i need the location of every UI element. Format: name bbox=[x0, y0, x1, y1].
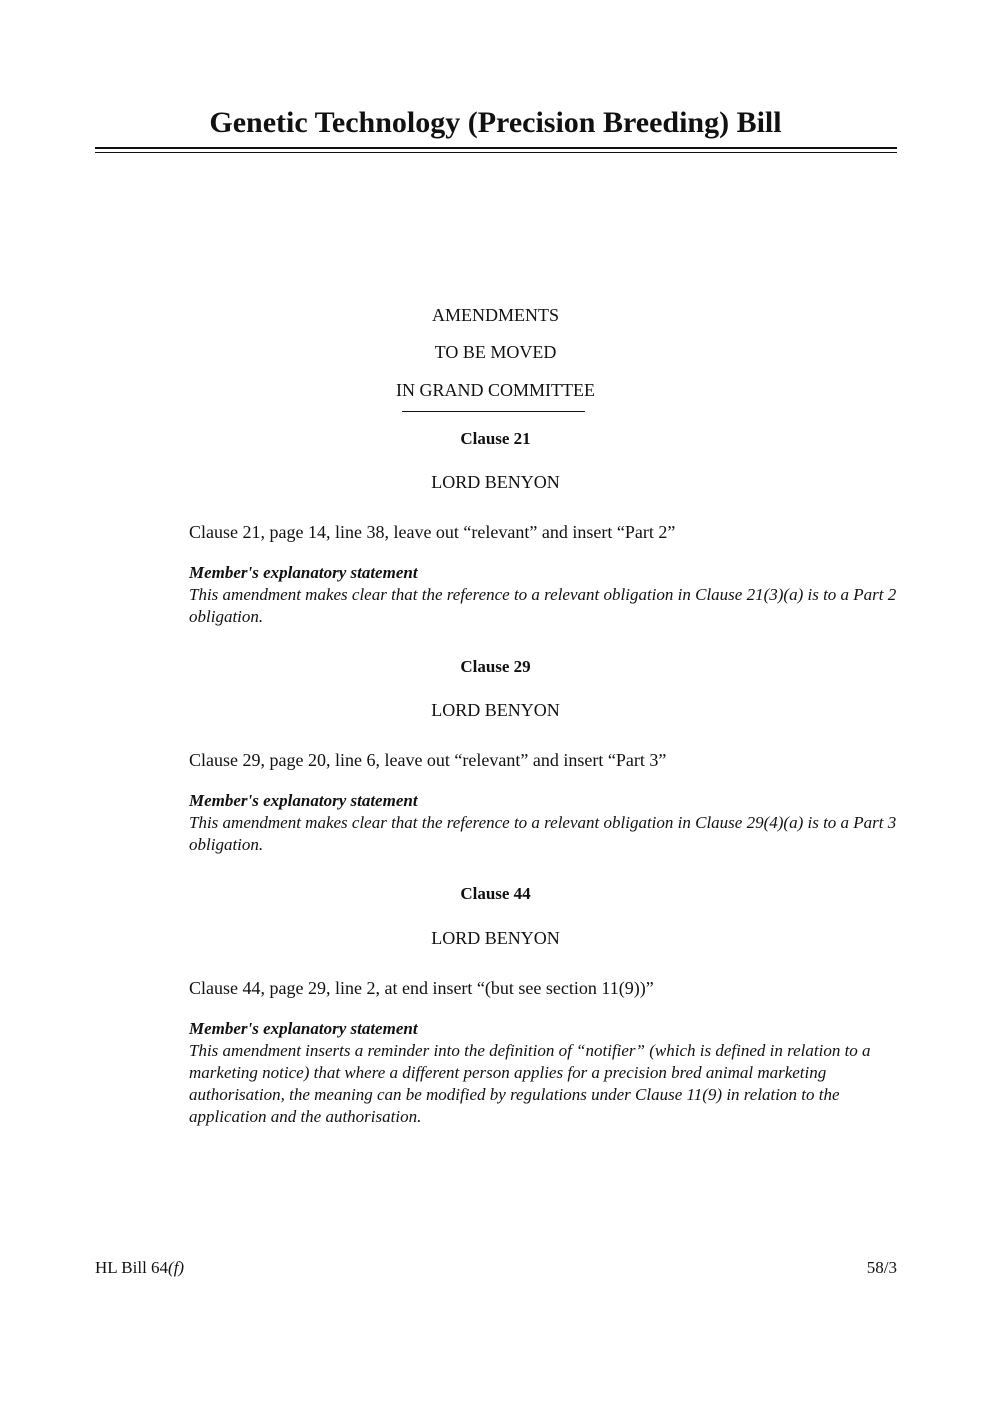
statement-heading: Member's explanatory statement bbox=[189, 563, 418, 582]
explanatory-statement bbox=[189, 562, 901, 628]
member-name: LORD BENYON bbox=[431, 472, 560, 492]
amendment-text: Clause 29, page 20, line 6, leave out “relevant” and insert “Part 3” bbox=[189, 750, 667, 770]
explanatory-statement bbox=[189, 790, 901, 856]
title-rule-thin bbox=[95, 152, 897, 153]
statement-heading: Member's explanatory statement bbox=[189, 791, 418, 810]
footer-bill-number bbox=[95, 1258, 184, 1278]
clause-heading: Clause 21 bbox=[460, 429, 531, 448]
statement-text: This amendment makes clear that the reference to a relevant obligation in Clause 29(4)(a) is to a Part 3 obligation. bbox=[189, 813, 897, 854]
footer-reference: 58/3 bbox=[866, 1258, 897, 1277]
heading-line-1: AMENDMENTS bbox=[431, 305, 559, 325]
bill-suffix: (f) bbox=[168, 1258, 185, 1277]
bill-number: HL Bill 64 bbox=[95, 1258, 169, 1277]
heading-rule bbox=[402, 411, 585, 412]
member-name: LORD BENYON bbox=[431, 700, 560, 720]
amendment-text: Clause 21, page 14, line 38, leave out “relevant” and insert “Part 2” bbox=[189, 522, 676, 542]
amendment-text: Clause 44, page 29, line 2, at end insert “(but see section 11(9))” bbox=[189, 978, 654, 998]
bill-title: Genetic Technology (Precision Breeding) Bill bbox=[209, 106, 782, 139]
heading-line-3: IN GRAND COMMITTEE bbox=[396, 380, 595, 400]
clause-heading: Clause 29 bbox=[460, 657, 531, 676]
heading-line-2: TO BE MOVED bbox=[434, 342, 557, 362]
member-name: LORD BENYON bbox=[431, 928, 560, 948]
title-rule-thick bbox=[95, 147, 897, 149]
explanatory-statement bbox=[189, 1018, 901, 1128]
statement-heading: Member's explanatory statement bbox=[189, 1019, 418, 1038]
statement-text: This amendment inserts a reminder into the definition of “notifier” (which is defined in relation to a marketing notice) that where a different person applies for a precision bred animal marketing authorisation, the meaning can be modified by regulations under Clause 11(9) in relation to the application and the authorisation. bbox=[189, 1041, 871, 1126]
clause-heading: Clause 44 bbox=[460, 884, 531, 903]
statement-text: This amendment makes clear that the reference to a relevant obligation in Clause 21(3)(a) is to a Part 2 obligation. bbox=[189, 585, 897, 626]
